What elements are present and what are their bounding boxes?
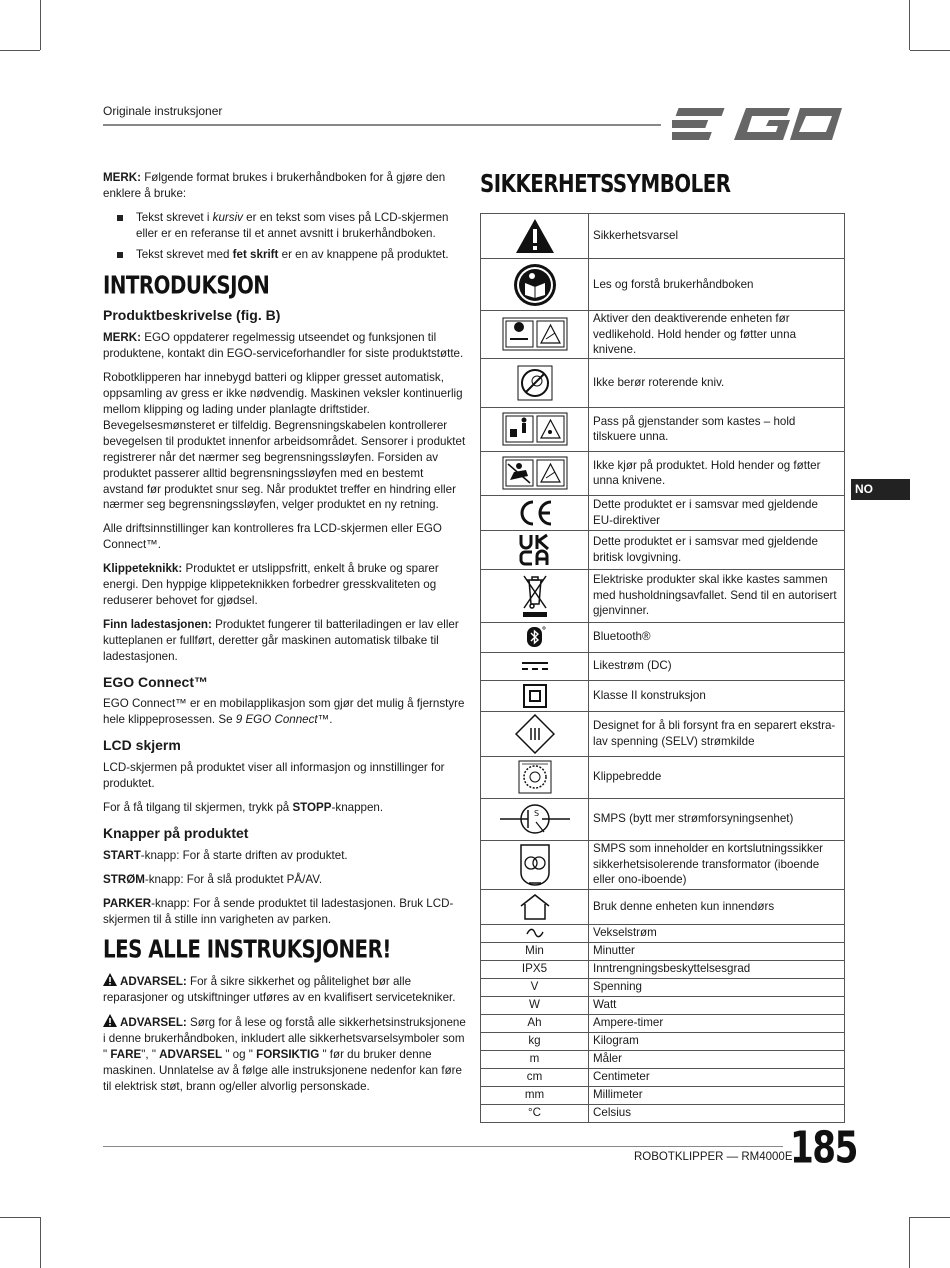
lcd-heading: LCD skjerm (103, 737, 181, 754)
warning-paragraph: ADVARSEL: For å sikre sikkerhet og pålitelighet bør alle reparasjoner og utskiftninger utføres av en kvalifisert servicetekniker. (103, 975, 456, 1005)
symbol-description: Klasse II konstruksjon (589, 680, 845, 711)
symbol-description: Ikke kjør på produktet. Hold hender og føtter unna knivene. (589, 451, 845, 495)
header-rule (103, 124, 661, 126)
start-button-description: START-knapp: For å starte driften av produktet. (103, 848, 348, 862)
thrown-objects-icon (502, 412, 568, 446)
table-row (481, 358, 845, 407)
table-row (481, 996, 845, 1014)
no-riding-icon (502, 456, 568, 490)
robot-paragraph: Robotklipperen har innebygd batteri og klipper gresset automatisk, oppsamling av gress er ikke nødvendig. Maskinen veksler kontinuerlig mellom klipping og lading under planlagte driftstider. Bevegelsesmønsteret er tilfeldig. Begrensningskabelen kontrollerer bevegelsen til produktet innenfor arbeidsområdet. Sensorer i produktet registrerer når det nærmer seg begrensningssløyfen. Forsiden av produktet passerer alltid begrensningssløyfen med en bestemt avstand før produktet snur seg. Når produktet treffer en hindring eller nærmer seg begrensningssløyfen, velger produktet en ny retning. (103, 371, 466, 512)
crop-mark (909, 1217, 910, 1268)
table-row (481, 652, 845, 680)
symbol-description: Sikkerhetsvarsel (589, 214, 845, 259)
footer-model: ROBOTKLIPPER — RM4000E (634, 1151, 793, 1163)
symbol-description: Kilogram (589, 1032, 845, 1050)
language-tab: NO (851, 479, 910, 500)
power-button-description: STRØM-knapp: For å slå produktet PÅ/AV. (103, 872, 323, 886)
intro-heading: INTRODUKSJON (103, 271, 270, 300)
ego-logo (672, 104, 844, 144)
symbol-description: Dette produktet er i samsvar med gjeldende britisk lovgivning. (589, 530, 845, 569)
merk-note: MERK: Følgende format brukes i brukerhåndboken for å gjøre den enklere å bruke: (103, 171, 446, 200)
symbol-description: Celsius (589, 1104, 845, 1122)
symbol-description: Centimeter (589, 1068, 845, 1086)
table-row (481, 622, 845, 652)
rotating-blade-icon (517, 365, 553, 401)
cutting-width-icon (518, 760, 552, 794)
unit-symbol: mm (481, 1086, 589, 1104)
table-row (481, 569, 845, 622)
smps-icon (500, 802, 570, 836)
table-row (481, 1104, 845, 1122)
dc-current-icon (522, 660, 548, 672)
symbol-description: Ikke berør roterende kniv. (589, 358, 845, 407)
unit-symbol: Ah (481, 1014, 589, 1032)
symbol-description: Bluetooth® (589, 622, 845, 652)
table-row (481, 1086, 845, 1104)
symbol-description: Minutter (589, 942, 845, 960)
unit-symbol: V (481, 978, 589, 996)
crop-mark (0, 1217, 40, 1218)
indoor-use-icon (519, 893, 551, 921)
crop-mark (910, 50, 950, 51)
crop-mark (40, 1217, 41, 1268)
list-item: Tekst skrevet i kursiv er en tekst som vises på LCD-skjermen eller er en referanse til et annet avsnitt i brukerhåndboken. (103, 210, 467, 242)
table-row (481, 1068, 845, 1086)
page-number: 185 (790, 1122, 857, 1173)
crop-mark (910, 1217, 950, 1218)
table-row (481, 1032, 845, 1050)
crop-mark (40, 0, 41, 50)
symbol-description: Millimeter (589, 1086, 845, 1104)
footer-rule (103, 1146, 783, 1147)
table-row (481, 530, 845, 569)
merk-note: MERK: EGO oppdaterer regelmessig utseendet og funksjonen til produktene, kontakt din EGO-serviceforhandler for siste produktstøtte. (103, 331, 464, 361)
left-column (103, 170, 467, 1103)
symbol-description: Inntrengningsbeskyttelsesgrad (589, 960, 845, 978)
table-row (481, 1014, 845, 1032)
unit-symbol: m (481, 1050, 589, 1068)
buttons-heading: Knapper på produktet (103, 824, 249, 841)
ac-current-icon (526, 928, 544, 938)
symbol-description: Ampere-timer (589, 1014, 845, 1032)
table-row (481, 680, 845, 711)
settings-paragraph: Alle driftsinnstillinger kan kontrolleres fra LCD-skjermen eller EGO Connect™. (103, 522, 442, 552)
svg-text:S: S (533, 809, 539, 818)
unit-symbol: Min (481, 942, 589, 960)
selv-diamond-icon (515, 714, 555, 754)
table-row (481, 924, 845, 942)
table-row (481, 978, 845, 996)
unit-symbol: IPX5 (481, 960, 589, 978)
read-all-heading: LES ALLE INSTRUKSJONER! (103, 936, 391, 965)
symbol-description: Dette produktet er i samsvar med gjeldende EU-direktiver (589, 495, 845, 530)
crop-mark (909, 0, 910, 50)
smps-transformer-icon (519, 843, 551, 887)
unit-symbol: W (481, 996, 589, 1014)
table-row (481, 495, 845, 530)
ce-mark-icon (517, 500, 553, 526)
unit-symbol: kg (481, 1032, 589, 1050)
table-row (481, 1050, 845, 1068)
symbol-description: Vekselstrøm (589, 924, 845, 942)
lcd-access-paragraph: For å få tilgang til skjermen, trykk på STOPP-knappen. (103, 801, 384, 814)
symbol-description: Designet for å bli forsynt fra en separert ekstra-lav spenning (SELV) strømkilde (589, 711, 845, 756)
list-item: Tekst skrevet med fet skrift er en av knappene på produktet. (103, 247, 467, 263)
ukca-mark-icon (518, 533, 552, 567)
ego-connect-paragraph: EGO Connect™ er en mobilapplikasjon som gjør det mulig å fjernstyre hele klippeprosessen. Se 9 EGO Connect™. (103, 697, 465, 727)
symbol-description: Spenning (589, 978, 845, 996)
lcd-paragraph: LCD-skjermen på produktet viser all informasjon og innstillinger for produktet. (103, 761, 445, 791)
table-row (481, 259, 845, 311)
table-row (481, 311, 845, 359)
format-list (103, 210, 467, 263)
table-row (481, 711, 845, 756)
table-row (481, 756, 845, 798)
symbol-description: SMPS (bytt mer strømforsyningsenhet) (589, 798, 845, 840)
symbol-description: Watt (589, 996, 845, 1014)
safety-symbols-heading: SIKKERHETSSYMBOLER (480, 170, 731, 199)
warning-triangle-icon (515, 218, 555, 254)
weee-bin-icon (520, 574, 550, 618)
table-row (481, 889, 845, 924)
symbol-description: Pass på gjenstander som kastes – hold tilskuere unna. (589, 407, 845, 451)
table-row (481, 214, 845, 259)
park-button-description: PARKER-knapp: For å sende produktet til ladestasjonen. Bruk LCD-skjermen til å stille inn varigheten av parken. (103, 896, 454, 926)
read-manual-icon (513, 263, 557, 307)
symbol-description: Måler (589, 1050, 845, 1068)
table-row (481, 798, 845, 840)
symbol-description: Elektriske produkter skal ikke kastes sammen med husholdningsavfallet. Send til en autorisert gjenvinner. (589, 569, 845, 622)
warning-triangle-icon (103, 1014, 117, 1027)
warning-paragraph: ADVARSEL: Sørg for å lese og forstå alle sikkerhetsinstruksjonene i denne brukerhåndboken, inkludert alle sikkerhetsvarselsymboler som " FARE", " ADVARSEL " og " FORSIKTIG " før du bruker denne maskinen. Unnlatelse av å følge alle instruksjonene nedenfor kan føre til elektrisk støt, brann og/eller alvorlig personskade. (103, 1016, 466, 1093)
table-row (481, 451, 845, 495)
class-ii-icon (523, 684, 547, 708)
unit-symbol: °C (481, 1104, 589, 1122)
bluetooth-icon (524, 626, 546, 648)
ego-connect-heading: EGO Connect™ (103, 673, 209, 690)
crop-mark (0, 50, 40, 51)
product-description-heading: Produktbeskrivelse (fig. B) (103, 307, 281, 324)
unit-symbol: cm (481, 1068, 589, 1086)
symbol-description: Bruk denne enheten kun innendørs (589, 889, 845, 924)
symbol-description: Klippebredde (589, 756, 845, 798)
disable-device-icon (502, 317, 568, 351)
cutting-technique-paragraph: Klippeteknikk: Produktet er utslippsfritt, enkelt å bruke og sparer energi. Den hyppige klippeteknikken forbedrer gresskvaliteten og reduserer behovet for gjødsel. (103, 562, 439, 607)
safety-symbols-table (480, 213, 845, 1123)
charging-station-paragraph: Finn ladestasjonen: Produktet fungerer til batteriladingen er lav eller kutteplanen er fullført, deretter går maskinen automatisk tilbake til ladestasjonen. (103, 617, 459, 663)
table-row (481, 960, 845, 978)
symbol-description: Les og forstå brukerhåndboken (589, 259, 845, 311)
symbol-description: SMPS som inneholder en kortslutningssikker sikkerhetsisolerende transformator (iboende eller ono-iboende) (589, 840, 845, 889)
table-row (481, 840, 845, 889)
warning-triangle-icon (103, 973, 117, 986)
header-label: Originale instruksjoner (103, 104, 223, 118)
symbol-description: Aktiver den deaktiverende enheten før vedlikehold. Hold hender og føtter unna knivene. (589, 311, 845, 359)
symbol-description: Likestrøm (DC) (589, 652, 845, 680)
table-row (481, 942, 845, 960)
table-row (481, 407, 845, 451)
